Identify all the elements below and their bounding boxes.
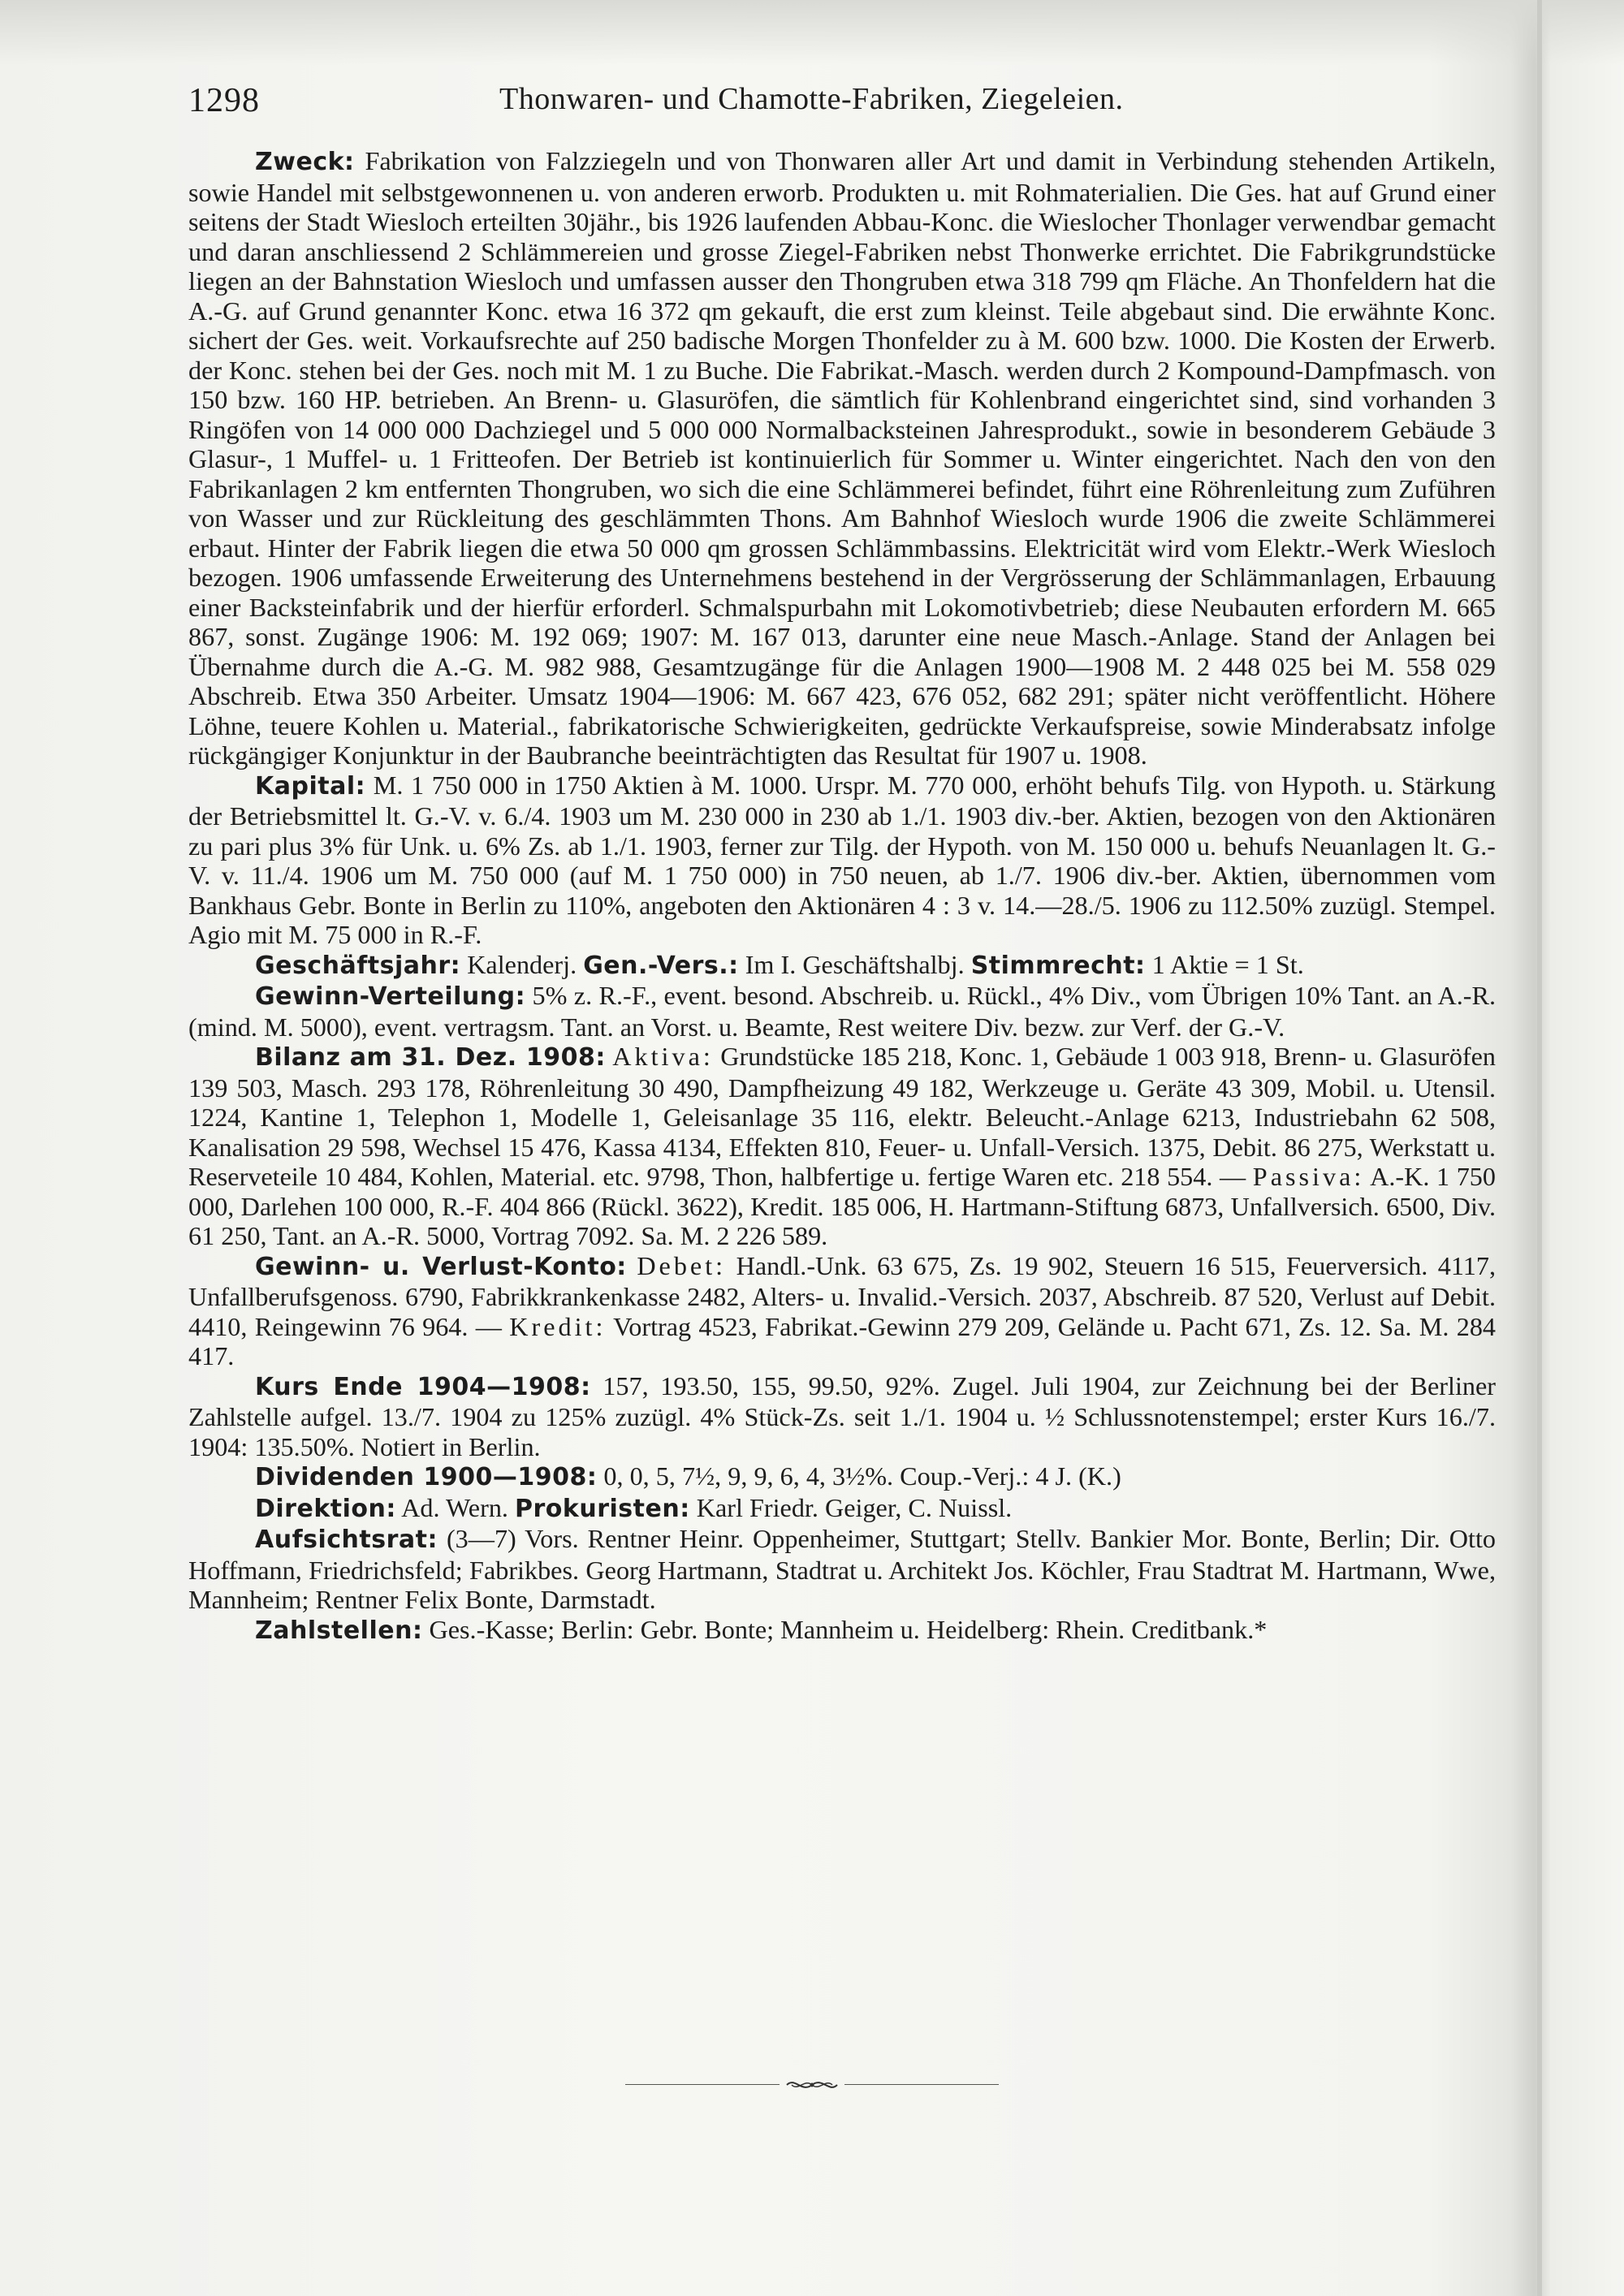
decorative-divider-icon	[625, 2075, 999, 2095]
section-label: Zweck:	[255, 148, 355, 176]
page-number: 1298	[188, 82, 260, 119]
binding-gutter	[1537, 0, 1542, 2296]
section-label: Kurs Ende 1904—1908:	[255, 1372, 591, 1401]
company-entry	[188, 146, 1496, 1646]
section-direktion	[188, 1493, 1496, 1525]
section-label: Aufsichtsrat:	[255, 1526, 438, 1554]
section-text: 0, 0, 5, 7½, 9, 9, 6, 4, 3½%. Coup.-Verj.: 4 J. (K.)	[603, 1461, 1121, 1491]
section-gewinn-verteilung	[188, 981, 1496, 1042]
section-bilanz	[188, 1042, 1496, 1251]
section-gewinn-verlust	[188, 1251, 1496, 1371]
section-zweck	[188, 146, 1496, 770]
section-zahlstellen	[188, 1615, 1496, 1646]
running-title: Thonwaren- und Chamotte-Fabriken, Ziegeleien.	[499, 82, 1124, 116]
section-keyword: Kredit:	[509, 1311, 607, 1341]
section-keyword: Aktiva:	[612, 1042, 714, 1071]
page-header	[188, 81, 1504, 130]
section-label: Gewinn- u. Verlust-Konto:	[255, 1252, 627, 1281]
section-text: Vortrag 4523, Fabrikat.-Gewinn 279 209, Gelände u. Pacht 671, Zs. 12. Sa. M. 284 417.	[188, 1311, 1497, 1370]
section-label: Stimmrecht:	[970, 951, 1146, 980]
section-label: Bilanz am 31. Dez. 1908:	[255, 1043, 606, 1072]
section-dividenden	[188, 1461, 1496, 1493]
divider-rule-right	[844, 2084, 999, 2085]
section-kapital	[188, 770, 1496, 950]
section-kurs	[188, 1371, 1496, 1462]
section-text: (3—7) Vors. Rentner Heinr. Oppenheimer, Stuttgart; Stellv. Bankier Mor. Bonte, Berlin; Dir. Otto Hoffmann, Friedrichsfeld; Fabrikbes. Georg Hartmann, Stadtrat u. Architekt Jos. Köchler, Frau Stadtrat M. Hartmann, Wwe, Mannheim; Rentner Felix Bonte, Darmstadt.	[188, 1524, 1496, 1614]
section-text: M. 1 750 000 in 1750 Aktien à M. 1000. Urspr. M. 770 000, erhöht behufs Tilg. von Hypoth. u. Stärkung der Betriebsmittel lt. G.-V. v. 6./4. 1903 um M. 230 000 in 230 ab 1./1. 1903 div.-ber. Aktien, bezogen von den Aktionären zu pari plus 3% für Unk. u. 6% Zs. ab 1./1. 1903, ferner zur Tilg. der Hypoth. von M. 150 000 u. behufs Neuanlagen lt. G.-V. v. 11./4. 1906 um M. 750 000 (auf M. 1 750 000) in 750 neuen, ab 1./7. 1906 div.-ber. Aktien, übernommen vom Bankhaus Gebr. Bonte in Berlin zu 110%, angeboten den Aktionären 4 : 3 v. 14.—28./5. 1906 zu 112.50% zuzügl. Stempel. Agio mit M. 75 000 in R.-F.	[188, 770, 1497, 949]
section-text: 5% z. R.-F., event. besond. Abschreib. u. Rückl., 4% Div., vom Übrigen 10% Tant. an A.-R. (mind. M. 5000), event. vertragsm. Tant. an Vorst. u. Beamte, Rest weitere Div. bezw. zur Verf. der G.-V.	[188, 981, 1496, 1042]
section-label: Prokuristen:	[515, 1494, 690, 1523]
section-geschaeftsjahr	[188, 950, 1496, 982]
section-text: 157, 193.50, 155, 99.50, 92%. Zugel. Juli 1904, zur Zeichnung bei der Berliner Zahlstelle aufgel. 13./7. 1904 zu 125% zuzügl. 4% Stück-Zs. seit 1./1. 1904 u. ½ Schlussnotenstempel; erster Kurs 16./7. 1904: 135.50%. Notiert in Berlin.	[188, 1370, 1497, 1461]
section-aufsichtsrat	[188, 1524, 1496, 1615]
scan-shadow	[0, 0, 1624, 65]
section-text: Handl.-Unk. 63 675, Zs. 19 902, Steuern 16 515, Feuerversich. 4117, Unfallberufsgenoss. 6790, Fabrikkrankenkasse 2482, Alters- u. Invalid.-Versich. 2037, Abschreib. 87 520, Verlust auf Debit. 4410, Reingewinn 76 964. —	[188, 1250, 1497, 1341]
section-text: Im I. Geschäftshalbj.	[745, 949, 965, 979]
section-keyword: Passiva:	[1252, 1162, 1365, 1191]
section-label: Direktion:	[255, 1494, 396, 1523]
section-text: Karl Friedr. Geiger, C. Nuissl.	[696, 1492, 1013, 1522]
section-label: Dividenden 1900—1908:	[255, 1463, 598, 1491]
section-text: Ges.-Kasse; Berlin: Gebr. Bonte; Mannheim u. Heidelberg: Rhein. Creditbank.*	[429, 1614, 1268, 1644]
section-keyword: Debet:	[637, 1250, 727, 1280]
section-label: Geschäftsjahr:	[255, 951, 461, 980]
section-label: Kapital:	[255, 771, 366, 801]
section-text: 1 Aktie = 1 St.	[1151, 949, 1304, 979]
flourish-icon	[784, 2075, 840, 2095]
section-text: Kalenderj.	[467, 949, 577, 979]
section-label: Zahlstellen:	[255, 1616, 423, 1645]
section-text: Ad. Wern.	[401, 1492, 508, 1522]
section-text: Grundstücke 185 218, Konc. 1, Gebäude 1 003 918, Brenn- u. Glasuröfen 139 503, Masch. 293 178, Röhrenleitung 30 490, Dampfheizung 49 182, Werkzeuge u. Geräte 43 309, Mobil. u. Utensil. 1224, Kantine 1, Telephon 1, Modelle 1, Geleisanlage 35 116, elektr. Beleucht.-Anlage 6213, Industriebahn 62 508, Kanalisation 29 598, Wechsel 15 476, Kassa 4134, Effekten 810, Feuer- u. Unfall-Versich. 1375, Debit. 86 275, Werkstatt u. Reserveteile 10 484, Kohlen, Material. etc. 9798, Thon, halbfertige u. fertige Waren etc. 218 554. —	[188, 1042, 1497, 1191]
section-text: Fabrikation von Falzziegeln und von Thonwaren aller Art und damit in Verbindung stehenden Artikeln, sowie Handel mit selbstgewonnenen u. von anderen erworb. Produkten u. mit Rohmaterialien. Die Ges. hat auf Grund einer seitens der Stadt Wiesloch erteilten 30jähr., bis 1926 laufenden Abbau-Konc. die Wieslocher Thonlager verwendbar gemacht und daran anschliessend 2 Schlämmereien und grosse Ziegel-Fabriken nebst Thonwerke errichtet. Die Fabrikgrundstücke liegen an der Bahnstation Wiesloch und umfassen ausser den Thongruben etwa 318 799 qm Fläche. An Thonfeldern hat die A.-G. auf Grund genannter Konc. etwa 16 372 qm gekauft, die erst zum kleinst. Teile abgebaut sind. Die erwähnte Konc. sichert der Ges. weit. Vorkaufsrechte auf 250 badische Morgen Thonfelder zu à M. 600 bzw. 1000. Die Kosten der Erwerb. der Konc. stehen bei der Ges. noch mit M. 1 zu Buche. Die Fabrikat.-Masch. werden durch 2 Kompound-Dampfmasch. von 150 bzw. 160 HP. betrieben. An Brenn- u. Glasuröfen, die sämtlich für Kohlenbrand eingerichtet sind, sind vorhanden 3 Ringöfen von 14 000 000 Dachziegel und 5 000 000 Normalbacksteinen Jahresprodukt., sowie in besonderem Gebäude 3 Glasur-, 1 Muffel- u. 1 Fritteofen. Der Betrieb ist kontinuierlich für Sommer u. Winter eingerichtet. Nach den von den Fabrikanlagen 2 km entfernten Thongruben, wo sich die eine Schlämmerei befindet, führt eine Röhrenleitung zum Zuführen von Wasser und zur Rückleitung des geschlämmten Thons. Am Bahnhof Wiesloch wurde 1906 die zweite Schlämmerei erbaut. Hinter der Fabrik liegen die etwa 50 000 qm grossen Schlämmbassins. Elektricität wird vom Elektr.-Werk Wiesloch bezogen. 1906 umfassende Erweiterung des Unternehmens bestehend in der Vergrösserung der Schlämmanlagen, Erbauung einer Backsteinfabrik und der hierfür erforderl. Schmalspurbahn mit Lokomotivbetrieb; diese Neubauten erfordern M. 665 867, sonst. Zugänge 1906: M. 192 069; 1907: M. 167 013, darunter eine neue Masch.-Anlage. Stand der Anlagen bei Übernahme durch die A.-G. M. 982 988, Gesamtzugänge für die Anlagen 1900—1908 M. 2 448 025 bei M. 558 029 Abschreib. Etwa 350 Arbeiter. Umsatz 1904—1906: M. 667 423, 676 052, 682 291; später nicht veröffentlicht. Höhere Löhne, teuere Kohlen u. Material., fabrikatorische Schwierigkeiten, gedrückte Verkaufspreise, sowie Minderabsatz infolge rückgängiger Konjunktur in der Baubranche beeinträchtigten das Resultat für 1907 u. 1908.	[188, 146, 1496, 770]
section-text: A.-K. 1 750 000, Darlehen 100 000, R.-F. 404 866 (Rückl. 3622), Kredit. 185 006, H. Hartmann-Stiftung 6873, Unfallversich. 6500, Div. 61 250, Tant. an A.-R. 5000, Vortrag 7092. Sa. M. 2 226 589.	[188, 1162, 1496, 1250]
section-label: Gen.-Vers.:	[583, 951, 739, 980]
section-label: Gewinn-Verteilung:	[255, 982, 526, 1011]
divider-rule-left	[625, 2084, 780, 2085]
